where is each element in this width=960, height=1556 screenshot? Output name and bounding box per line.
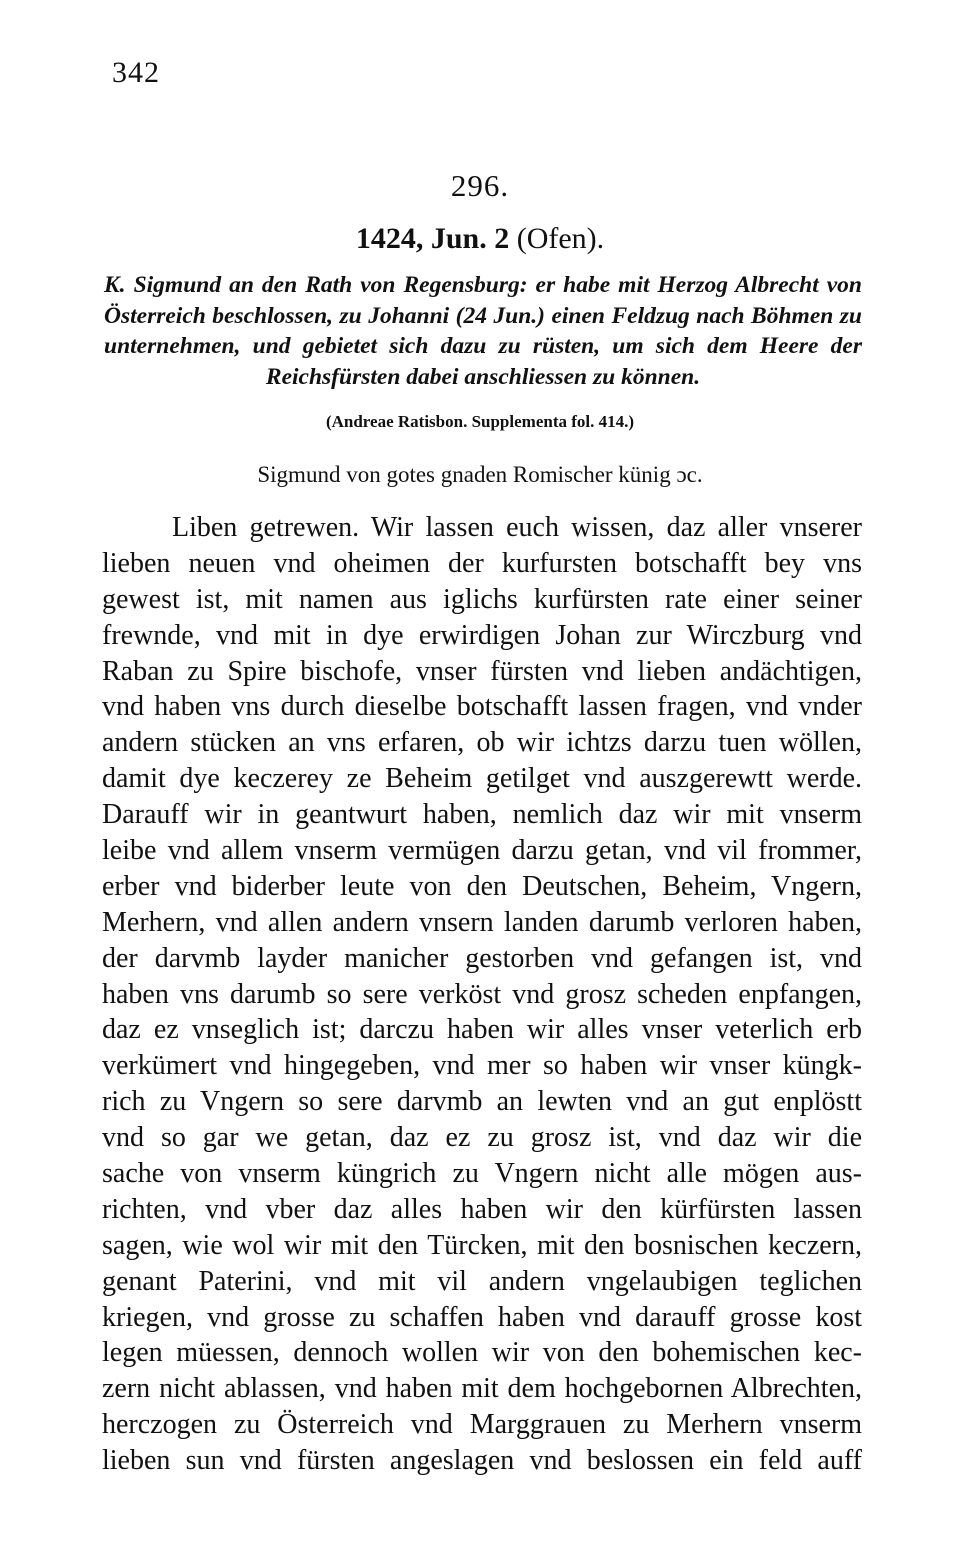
body-line: vnd haben vns durch dieselbe botschafft lassen fragen, vnd vnder [102,691,862,723]
body-line: herczogen zu Österreich vnd Marggrauen zu Merhern vnserm [102,1409,862,1441]
body-line: kriegen, vnd grosse zu schaffen haben vnd darauff grosse kost [102,1301,862,1333]
dateline-place: (Ofen). [516,222,605,255]
body-line: sache von vnserm küngrich zu Vngern nicht alle mögen aus- [102,1158,862,1190]
body-line: legen müessen, dennoch wollen wir von den bohemischen kec- [102,1337,862,1369]
body-line: rich zu Vngern so sere darvmb an lewten vnd an gut enplöstt [102,1086,862,1118]
body-line: Raban zu Spire bischofe, vnser fürsten vnd lieben andächtigen, [102,655,862,687]
body-line: lieben sun vnd fürsten angeslagen vnd beslossen ein feld auff [102,1445,862,1477]
body-line: zern nicht ablassen, vnd haben mit dem hochgebornen Albrechten, [102,1373,862,1405]
regest-summary: K. Sigmund an den Rath von Regensburg: er habe mit Herzog Albrecht von Österreich beschlossen, zu Johanni (24 Jun.) einen Feldzug nach Böhmen zu unternehmen, und gebietet sich dazu zu rüsten, um sich dem Heere der Reichsfürsten dabei anschliessen zu können. [104,272,862,390]
dateline [0,222,960,256]
body-line: Darauff wir in geantwurt haben, nemlich daz wir mit vnserm [102,799,862,831]
body-line: leibe vnd allem vnserm vermügen darzu getan, vnd vil frommer, [102,835,862,867]
body-line: lieben neuen vnd oheimen der kurfursten botschafft bey vns [102,547,862,579]
body-line: daz ez vnseglich ist; darczu haben wir alles vnser veterlich erb [102,1014,862,1046]
body-line: der darvmb layder manicher gestorben vnd gefangen ist, vnd [102,942,862,974]
page-number: 342 [112,56,160,89]
body-line: verkümert vnd hingegeben, vnd mer so haben wir vnser küngk- [102,1050,862,1082]
body-line: Merhern, vnd allen andern vnsern landen darumb verloren haben, [102,906,862,938]
body-line: erber vnd biderber leute von den Deutschen, Beheim, Vngern, [102,870,862,902]
letter-body [102,510,862,1479]
body-line: gewest ist, mit namen aus iglichs kurfürsten rate einer seiner [102,583,862,615]
body-line: genant Paterini, vnd mit vil andern vngelaubigen teglichen [102,1265,862,1297]
body-line: vnd so gar we getan, daz ez zu grosz ist, vnd daz wir die [102,1122,862,1154]
body-line: damit dye keczerey ze Beheim getilget vnd auszgerewtt werde. [102,763,862,795]
salutation: Sigmund von gotes gnaden Romischer künig ɔc. [257,462,703,487]
body-line: andern stücken an vns erfaren, ob wir ichtzs darzu tuen wöllen, [102,727,862,759]
document-number: 296. [450,168,510,203]
dateline-date: 1424, Jun. 2 [355,222,510,255]
body-line: haben vns darumb so sere verköst vnd grosz scheden enpfangen, [102,978,862,1010]
source-note: (Andreae Ratisbon. Supplementa fol. 414.) [325,412,635,431]
body-line: Liben getrewen. Wir lassen euch wissen, daz aller vnserer [172,512,862,543]
body-line: sagen, wie wol wir mit den Türcken, mit den bosnischen keczern, [102,1229,862,1261]
body-line: richten, vnd vber daz alles haben wir den kürfürsten lassen [102,1193,862,1225]
body-line: frewnde, vnd mit in dye erwirdigen Johan zur Wirczburg vnd [102,619,862,651]
